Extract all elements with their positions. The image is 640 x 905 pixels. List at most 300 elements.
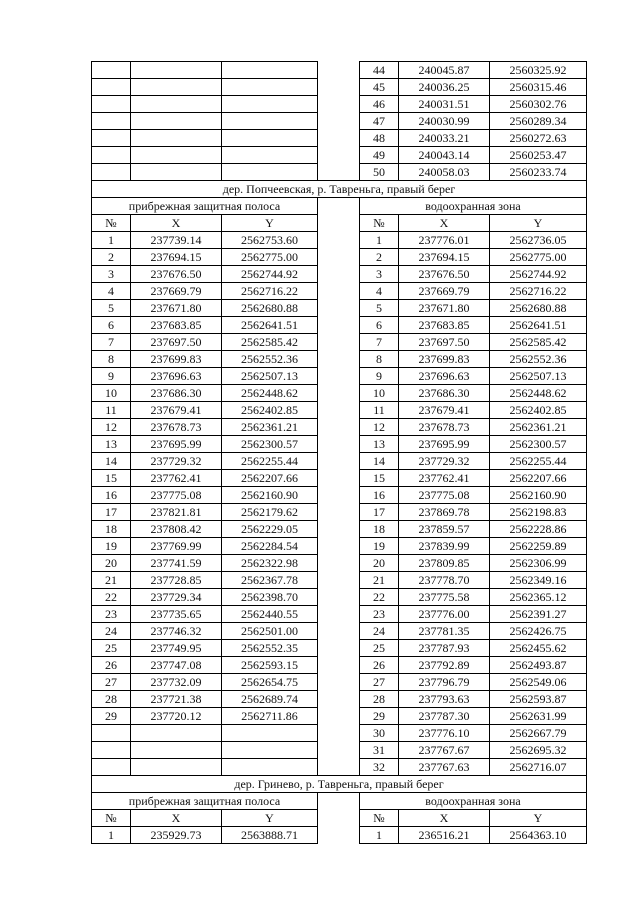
gap-cell	[318, 725, 360, 742]
left-y-coordinate: 2562689.74	[222, 691, 318, 708]
right-y-coordinate: 2562198.83	[490, 504, 587, 521]
gap-cell	[318, 640, 360, 657]
gap-cell	[318, 317, 360, 334]
right-point-number: 31	[360, 742, 399, 759]
gap-cell	[318, 674, 360, 691]
right-point-number: 49	[360, 147, 399, 164]
left-empty-cell	[222, 113, 318, 130]
gap-cell	[318, 793, 360, 810]
right-y-coordinate: 2562493.87	[490, 657, 587, 674]
left-y-coordinate: 2562680.88	[222, 300, 318, 317]
right-point-number: 7	[360, 334, 399, 351]
gap-cell	[318, 249, 360, 266]
left-y-coordinate: 2562402.85	[222, 402, 318, 419]
right-x-coordinate: 237776.00	[399, 606, 490, 623]
section-label-row	[92, 198, 587, 215]
right-point-number: 11	[360, 402, 399, 419]
left-point-number: 8	[92, 351, 131, 368]
left-y-coordinate: 2562552.36	[222, 351, 318, 368]
left-y-coordinate: 2562300.57	[222, 436, 318, 453]
right-point-number: 27	[360, 674, 399, 691]
right-y-coordinate: 2562552.36	[490, 351, 587, 368]
right-x-coordinate: 240031.51	[399, 96, 490, 113]
gap-cell	[318, 232, 360, 249]
left-empty-cell	[131, 96, 222, 113]
right-x-coordinate: 237778.70	[399, 572, 490, 589]
right-y-coordinate: 2562426.75	[490, 623, 587, 640]
right-y-coordinate: 2562631.99	[490, 708, 587, 725]
right-y-coordinate: 2560253.47	[490, 147, 587, 164]
left-number-header: №	[92, 810, 131, 827]
section-title-row	[92, 181, 587, 198]
gap-cell	[318, 368, 360, 385]
right-y-coordinate: 2562744.92	[490, 266, 587, 283]
right-point-number: 16	[360, 487, 399, 504]
table-row	[92, 640, 587, 657]
gap-cell	[318, 215, 360, 232]
left-empty-cell	[131, 759, 222, 776]
left-point-number: 25	[92, 640, 131, 657]
gap-cell	[318, 96, 360, 113]
left-x-coordinate: 237728.85	[131, 572, 222, 589]
table-row	[92, 606, 587, 623]
right-x-coordinate: 237809.85	[399, 555, 490, 572]
left-point-number: 28	[92, 691, 131, 708]
right-x-coordinate: 237776.10	[399, 725, 490, 742]
left-empty-cell	[92, 79, 131, 96]
table-row	[92, 521, 587, 538]
table-row	[92, 725, 587, 742]
left-x-coordinate: 237769.99	[131, 538, 222, 555]
table-row	[92, 657, 587, 674]
gap-cell	[318, 759, 360, 776]
left-empty-cell	[222, 79, 318, 96]
table-row	[92, 504, 587, 521]
right-y-header: Y	[490, 215, 587, 232]
left-x-coordinate: 237696.63	[131, 368, 222, 385]
table-row	[92, 708, 587, 725]
table-row	[92, 249, 587, 266]
right-x-coordinate: 237792.89	[399, 657, 490, 674]
table-row	[92, 419, 587, 436]
right-x-coordinate: 240030.99	[399, 113, 490, 130]
table-row	[92, 572, 587, 589]
left-empty-cell	[222, 742, 318, 759]
left-x-coordinate: 237697.50	[131, 334, 222, 351]
right-point-number: 21	[360, 572, 399, 589]
left-point-number: 29	[92, 708, 131, 725]
left-x-coordinate: 237775.08	[131, 487, 222, 504]
left-point-number: 3	[92, 266, 131, 283]
right-point-number: 29	[360, 708, 399, 725]
table-row	[92, 470, 587, 487]
left-zone-label: прибрежная защитная полоса	[92, 793, 318, 810]
gap-cell	[318, 402, 360, 419]
right-point-number: 22	[360, 589, 399, 606]
right-y-coordinate: 2562306.99	[490, 555, 587, 572]
right-point-number: 26	[360, 657, 399, 674]
left-empty-cell	[222, 164, 318, 181]
left-empty-cell	[131, 79, 222, 96]
left-empty-cell	[131, 130, 222, 147]
table-row	[92, 555, 587, 572]
left-y-coordinate: 2562641.51	[222, 317, 318, 334]
right-y-coordinate: 2564363.10	[490, 827, 587, 844]
right-point-number: 6	[360, 317, 399, 334]
table-row	[92, 623, 587, 640]
right-point-number: 17	[360, 504, 399, 521]
right-x-coordinate: 237787.93	[399, 640, 490, 657]
right-point-number: 10	[360, 385, 399, 402]
left-empty-cell	[131, 147, 222, 164]
right-x-coordinate: 237696.63	[399, 368, 490, 385]
table-row	[92, 453, 587, 470]
right-y-coordinate: 2562259.89	[490, 538, 587, 555]
right-point-number: 1	[360, 827, 399, 844]
table-row	[92, 113, 587, 130]
left-x-coordinate: 237821.81	[131, 504, 222, 521]
left-point-number: 7	[92, 334, 131, 351]
right-y-coordinate: 2562349.16	[490, 572, 587, 589]
right-x-coordinate: 237683.85	[399, 317, 490, 334]
left-x-coordinate: 237735.65	[131, 606, 222, 623]
left-x-coordinate: 237739.14	[131, 232, 222, 249]
gap-cell	[318, 300, 360, 317]
left-x-coordinate: 237721.38	[131, 691, 222, 708]
right-y-coordinate: 2562680.88	[490, 300, 587, 317]
right-y-coordinate: 2562736.05	[490, 232, 587, 249]
right-y-coordinate: 2562716.07	[490, 759, 587, 776]
left-y-coordinate: 2562593.15	[222, 657, 318, 674]
left-point-number: 18	[92, 521, 131, 538]
left-point-number: 15	[92, 470, 131, 487]
left-y-coordinate: 2562507.13	[222, 368, 318, 385]
right-x-coordinate: 237695.99	[399, 436, 490, 453]
left-empty-cell	[92, 96, 131, 113]
right-y-coordinate: 2562585.42	[490, 334, 587, 351]
right-x-coordinate: 237729.32	[399, 453, 490, 470]
left-y-header: Y	[222, 215, 318, 232]
left-number-header: №	[92, 215, 131, 232]
right-x-coordinate: 237839.99	[399, 538, 490, 555]
left-x-header: X	[131, 215, 222, 232]
gap-cell	[318, 589, 360, 606]
table-row	[92, 759, 587, 776]
right-x-coordinate: 237859.57	[399, 521, 490, 538]
left-point-number: 6	[92, 317, 131, 334]
left-x-coordinate: 237746.32	[131, 623, 222, 640]
left-empty-cell	[92, 759, 131, 776]
left-empty-cell	[131, 62, 222, 79]
right-point-number: 44	[360, 62, 399, 79]
right-y-coordinate: 2562775.00	[490, 249, 587, 266]
gap-cell	[318, 657, 360, 674]
gap-cell	[318, 334, 360, 351]
left-x-coordinate: 237678.73	[131, 419, 222, 436]
gap-cell	[318, 266, 360, 283]
left-y-coordinate: 2562716.22	[222, 283, 318, 300]
left-x-coordinate: 237808.42	[131, 521, 222, 538]
left-empty-cell	[92, 147, 131, 164]
right-x-coordinate: 237697.50	[399, 334, 490, 351]
left-empty-cell	[131, 742, 222, 759]
right-y-coordinate: 2562402.85	[490, 402, 587, 419]
left-point-number: 11	[92, 402, 131, 419]
right-x-coordinate: 240036.25	[399, 79, 490, 96]
right-y-coordinate: 2562365.12	[490, 589, 587, 606]
left-x-coordinate: 237741.59	[131, 555, 222, 572]
left-point-number: 17	[92, 504, 131, 521]
right-point-number: 1	[360, 232, 399, 249]
table-row	[92, 827, 587, 844]
right-point-number: 15	[360, 470, 399, 487]
left-x-coordinate: 237729.32	[131, 453, 222, 470]
right-x-coordinate: 237686.30	[399, 385, 490, 402]
right-point-number: 24	[360, 623, 399, 640]
left-point-number: 12	[92, 419, 131, 436]
left-y-coordinate: 2562585.42	[222, 334, 318, 351]
left-point-number: 1	[92, 827, 131, 844]
right-y-coordinate: 2562361.21	[490, 419, 587, 436]
gap-cell	[318, 436, 360, 453]
right-y-coordinate: 2562255.44	[490, 453, 587, 470]
left-y-coordinate: 2562744.92	[222, 266, 318, 283]
gap-cell	[318, 283, 360, 300]
right-point-number: 28	[360, 691, 399, 708]
right-x-coordinate: 240043.14	[399, 147, 490, 164]
gap-cell	[318, 827, 360, 844]
left-empty-cell	[92, 130, 131, 147]
left-y-coordinate: 2562552.35	[222, 640, 318, 657]
right-point-number: 32	[360, 759, 399, 776]
left-y-coordinate: 2562654.75	[222, 674, 318, 691]
right-point-number: 4	[360, 283, 399, 300]
right-point-number: 5	[360, 300, 399, 317]
left-empty-cell	[92, 113, 131, 130]
gap-cell	[318, 810, 360, 827]
right-number-header: №	[360, 810, 399, 827]
gap-cell	[318, 453, 360, 470]
left-x-coordinate: 237686.30	[131, 385, 222, 402]
left-point-number: 13	[92, 436, 131, 453]
gap-cell	[318, 147, 360, 164]
table-row	[92, 538, 587, 555]
gap-cell	[318, 555, 360, 572]
left-x-coordinate: 237720.12	[131, 708, 222, 725]
right-x-coordinate: 237793.63	[399, 691, 490, 708]
gap-cell	[318, 130, 360, 147]
left-y-coordinate: 2562753.60	[222, 232, 318, 249]
right-x-coordinate: 237775.58	[399, 589, 490, 606]
gap-cell	[318, 198, 360, 215]
column-header-row	[92, 215, 587, 232]
section-title-row	[92, 776, 587, 793]
right-point-number: 8	[360, 351, 399, 368]
left-point-number: 10	[92, 385, 131, 402]
table-row	[92, 589, 587, 606]
right-y-coordinate: 2562549.06	[490, 674, 587, 691]
right-x-coordinate: 240058.03	[399, 164, 490, 181]
right-x-coordinate: 237796.79	[399, 674, 490, 691]
right-y-coordinate: 2560272.63	[490, 130, 587, 147]
right-point-number: 48	[360, 130, 399, 147]
column-header-row	[92, 810, 587, 827]
left-empty-cell	[222, 725, 318, 742]
left-y-coordinate: 2562255.44	[222, 453, 318, 470]
right-y-coordinate: 2562716.22	[490, 283, 587, 300]
left-point-number: 9	[92, 368, 131, 385]
right-y-coordinate: 2562448.62	[490, 385, 587, 402]
left-empty-cell	[222, 759, 318, 776]
left-y-coordinate: 2562440.55	[222, 606, 318, 623]
left-y-coordinate: 2562160.90	[222, 487, 318, 504]
left-empty-cell	[92, 725, 131, 742]
left-x-header: X	[131, 810, 222, 827]
gap-cell	[318, 79, 360, 96]
right-x-coordinate: 240045.87	[399, 62, 490, 79]
left-y-coordinate: 2563888.71	[222, 827, 318, 844]
right-x-coordinate: 240033.21	[399, 130, 490, 147]
right-point-number: 3	[360, 266, 399, 283]
section-title: дер. Попчеевская, р. Тавреньга, правый берег	[92, 181, 587, 198]
gap-cell	[318, 419, 360, 436]
left-y-coordinate: 2562229.05	[222, 521, 318, 538]
left-empty-cell	[92, 742, 131, 759]
gap-cell	[318, 385, 360, 402]
table-row	[92, 674, 587, 691]
right-y-coordinate: 2562455.62	[490, 640, 587, 657]
right-point-number: 19	[360, 538, 399, 555]
left-x-coordinate: 237676.50	[131, 266, 222, 283]
left-point-number: 27	[92, 674, 131, 691]
right-y-header: Y	[490, 810, 587, 827]
table-row	[92, 164, 587, 181]
right-point-number: 45	[360, 79, 399, 96]
table-row	[92, 62, 587, 79]
left-empty-cell	[222, 147, 318, 164]
right-x-header: X	[399, 215, 490, 232]
table-row	[92, 368, 587, 385]
right-y-coordinate: 2562667.79	[490, 725, 587, 742]
gap-cell	[318, 164, 360, 181]
left-point-number: 22	[92, 589, 131, 606]
table-row	[92, 232, 587, 249]
right-x-coordinate: 237762.41	[399, 470, 490, 487]
right-x-coordinate: 237767.67	[399, 742, 490, 759]
left-y-coordinate: 2562367.78	[222, 572, 318, 589]
right-x-coordinate: 237776.01	[399, 232, 490, 249]
left-y-coordinate: 2562179.62	[222, 504, 318, 521]
left-point-number: 20	[92, 555, 131, 572]
right-x-coordinate: 237671.80	[399, 300, 490, 317]
right-point-number: 47	[360, 113, 399, 130]
gap-cell	[318, 521, 360, 538]
right-point-number: 30	[360, 725, 399, 742]
table-row	[92, 147, 587, 164]
left-y-coordinate: 2562775.00	[222, 249, 318, 266]
gap-cell	[318, 62, 360, 79]
left-x-coordinate: 237729.34	[131, 589, 222, 606]
right-x-coordinate: 237669.79	[399, 283, 490, 300]
table-row	[92, 266, 587, 283]
gap-cell	[318, 623, 360, 640]
right-y-coordinate: 2560302.76	[490, 96, 587, 113]
table-row	[92, 130, 587, 147]
right-point-number: 12	[360, 419, 399, 436]
gap-cell	[318, 487, 360, 504]
right-y-coordinate: 2560289.34	[490, 113, 587, 130]
right-y-coordinate: 2562300.57	[490, 436, 587, 453]
table-row	[92, 385, 587, 402]
right-point-number: 23	[360, 606, 399, 623]
left-x-coordinate: 237732.09	[131, 674, 222, 691]
right-x-header: X	[399, 810, 490, 827]
left-empty-cell	[92, 62, 131, 79]
right-point-number: 50	[360, 164, 399, 181]
gap-cell	[318, 742, 360, 759]
right-x-coordinate: 237767.63	[399, 759, 490, 776]
left-empty-cell	[222, 96, 318, 113]
right-x-coordinate: 237869.78	[399, 504, 490, 521]
right-y-coordinate: 2562160.90	[490, 487, 587, 504]
table-row	[92, 402, 587, 419]
right-x-coordinate: 236516.21	[399, 827, 490, 844]
gap-cell	[318, 113, 360, 130]
gap-cell	[318, 351, 360, 368]
left-x-coordinate: 237747.08	[131, 657, 222, 674]
left-x-coordinate: 237671.80	[131, 300, 222, 317]
gap-cell	[318, 708, 360, 725]
left-empty-cell	[222, 62, 318, 79]
gap-cell	[318, 504, 360, 521]
left-point-number: 24	[92, 623, 131, 640]
right-zone-label: водоохранная зона	[360, 198, 587, 215]
right-point-number: 25	[360, 640, 399, 657]
left-x-coordinate: 237669.79	[131, 283, 222, 300]
left-zone-label: прибрежная защитная полоса	[92, 198, 318, 215]
right-number-header: №	[360, 215, 399, 232]
right-x-coordinate: 237699.83	[399, 351, 490, 368]
left-point-number: 2	[92, 249, 131, 266]
left-x-coordinate: 237695.99	[131, 436, 222, 453]
gap-cell	[318, 606, 360, 623]
table-row	[92, 691, 587, 708]
left-x-coordinate: 237699.83	[131, 351, 222, 368]
left-y-header: Y	[222, 810, 318, 827]
left-empty-cell	[222, 130, 318, 147]
left-empty-cell	[131, 164, 222, 181]
table-row	[92, 96, 587, 113]
left-y-coordinate: 2562361.21	[222, 419, 318, 436]
right-y-coordinate: 2562228.86	[490, 521, 587, 538]
gap-cell	[318, 691, 360, 708]
right-y-coordinate: 2562391.27	[490, 606, 587, 623]
left-point-number: 23	[92, 606, 131, 623]
right-y-coordinate: 2562207.66	[490, 470, 587, 487]
left-y-coordinate: 2562207.66	[222, 470, 318, 487]
left-y-coordinate: 2562501.00	[222, 623, 318, 640]
left-point-number: 26	[92, 657, 131, 674]
left-point-number: 16	[92, 487, 131, 504]
right-y-coordinate: 2560315.46	[490, 79, 587, 96]
left-empty-cell	[131, 725, 222, 742]
left-point-number: 4	[92, 283, 131, 300]
left-x-coordinate: 237762.41	[131, 470, 222, 487]
left-point-number: 1	[92, 232, 131, 249]
left-empty-cell	[131, 113, 222, 130]
left-x-coordinate: 235929.73	[131, 827, 222, 844]
right-point-number: 9	[360, 368, 399, 385]
